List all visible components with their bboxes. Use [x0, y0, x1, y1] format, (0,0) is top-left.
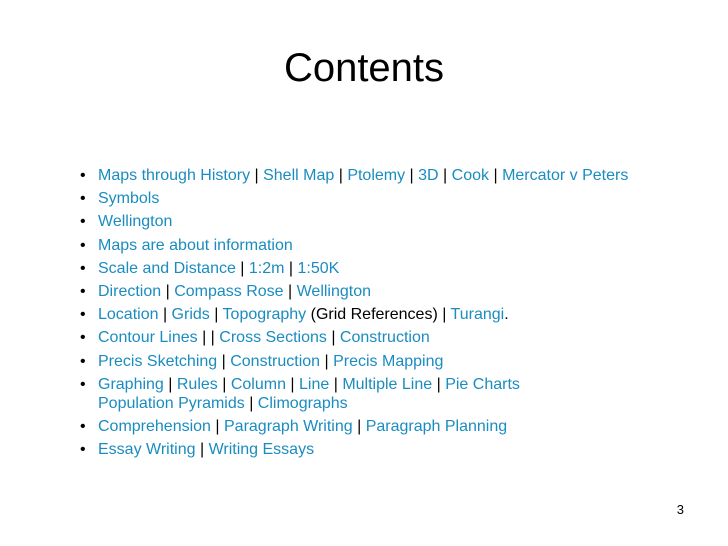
topic-link[interactable]: Multiple Line — [342, 375, 433, 393]
list-item — [78, 257, 718, 280]
separator: | — [244, 395, 258, 413]
bullet-icon: • — [80, 441, 86, 459]
separator: | — [329, 375, 343, 393]
topic-suffix: (Grid References) — [306, 306, 438, 324]
bullet-icon: • — [80, 167, 86, 184]
topic-link[interactable]: Symbols — [98, 190, 160, 208]
separator: | — [210, 418, 224, 436]
topic-link[interactable]: Paragraph Writing — [224, 418, 353, 436]
topic-link[interactable]: Precis Mapping — [333, 352, 444, 370]
topic-link[interactable]: Essay Writing — [98, 441, 196, 459]
page-number: 3 — [676, 502, 684, 517]
topic-link[interactable]: Grids — [171, 306, 210, 324]
list-item — [78, 303, 718, 326]
bullet-icon: • — [80, 329, 86, 347]
topic-link[interactable]: Population Pyramids — [98, 395, 245, 413]
topic-link[interactable]: Direction — [98, 283, 162, 301]
list-item — [78, 234, 718, 257]
topic-link[interactable]: Pie Charts — [445, 375, 520, 393]
list-item — [78, 415, 718, 438]
topic-link[interactable]: Comprehension — [98, 418, 211, 436]
topic-link[interactable]: Shell Map — [263, 167, 335, 184]
topic-link[interactable]: Line — [299, 375, 330, 393]
separator: | — [432, 375, 446, 393]
topic-link[interactable]: Wellington — [98, 213, 173, 231]
topic-link[interactable]: Contour Lines — [98, 329, 198, 347]
topic-link[interactable]: Ptolemy — [347, 167, 406, 184]
contents-list — [78, 164, 718, 462]
topic-link[interactable]: Column — [230, 375, 286, 393]
topic-link[interactable]: Graphing — [98, 375, 164, 393]
separator: | — [209, 306, 223, 324]
topic-link[interactable]: Maps through History — [98, 167, 251, 184]
topic-link[interactable]: Cook — [451, 167, 490, 184]
separator: | — [437, 306, 451, 324]
separator: | — [334, 167, 348, 184]
topic-link[interactable]: Rules — [176, 375, 218, 393]
topic-link[interactable]: Maps are about information — [98, 236, 293, 254]
separator: | — [283, 283, 297, 301]
separator: | — [489, 167, 503, 184]
separator: | — [197, 329, 211, 347]
topic-link[interactable]: Scale and Distance — [98, 259, 236, 277]
bullet-icon: • — [80, 375, 86, 393]
list-item — [78, 210, 718, 233]
topic-link[interactable]: Location — [98, 306, 159, 324]
separator: | — [326, 329, 340, 347]
topic-link[interactable]: Mercator v Peters — [502, 167, 629, 184]
bullet-icon: • — [80, 190, 86, 208]
list-item — [78, 280, 718, 303]
separator: | — [438, 167, 452, 184]
separator: | — [163, 375, 177, 393]
topic-link[interactable]: 1:2m — [248, 259, 285, 277]
topic-link[interactable]: Climographs — [257, 395, 348, 413]
separator: | — [217, 352, 231, 370]
topic-link[interactable]: 3D — [418, 167, 439, 184]
topic-link[interactable]: Construction — [230, 352, 321, 370]
separator: | — [158, 306, 172, 324]
separator: | — [405, 167, 419, 184]
list-item — [78, 350, 718, 373]
bullet-icon: • — [80, 306, 86, 324]
bullet-icon: • — [80, 236, 86, 254]
separator: | — [195, 441, 209, 459]
separator: | — [235, 259, 249, 277]
list-item — [78, 164, 718, 187]
bullet-icon: • — [80, 259, 86, 277]
topic-link[interactable]: Precis Sketching — [98, 352, 218, 370]
slide-title: Contents — [283, 46, 445, 90]
bullet-icon: • — [80, 283, 86, 301]
bullet-icon: • — [80, 352, 86, 370]
topic-link[interactable]: Writing Essays — [208, 441, 315, 459]
bullet-icon: • — [80, 418, 86, 436]
separator: | — [161, 283, 175, 301]
separator: | — [352, 418, 366, 436]
topic-link[interactable]: Turangi — [450, 306, 505, 324]
separator: | — [210, 329, 220, 347]
bullet-icon: • — [80, 213, 86, 231]
separator: | — [320, 352, 334, 370]
separator: | — [250, 167, 264, 184]
topic-link[interactable]: Compass Rose — [174, 283, 284, 301]
separator: | — [284, 259, 298, 277]
topic-suffix: . — [504, 306, 509, 324]
topic-link[interactable]: Cross Sections — [219, 329, 327, 347]
list-item — [78, 373, 718, 415]
separator: | — [285, 375, 300, 393]
topic-link[interactable]: 1:50K — [297, 259, 340, 277]
topic-link[interactable]: Wellington — [296, 283, 372, 301]
list-item — [78, 326, 718, 349]
separator: | — [217, 375, 231, 393]
topic-link[interactable]: Topography — [222, 306, 307, 324]
list-item — [78, 187, 718, 210]
list-item — [78, 438, 718, 461]
topic-link[interactable]: Construction — [339, 329, 430, 347]
topic-link[interactable]: Paragraph Planning — [365, 418, 508, 436]
